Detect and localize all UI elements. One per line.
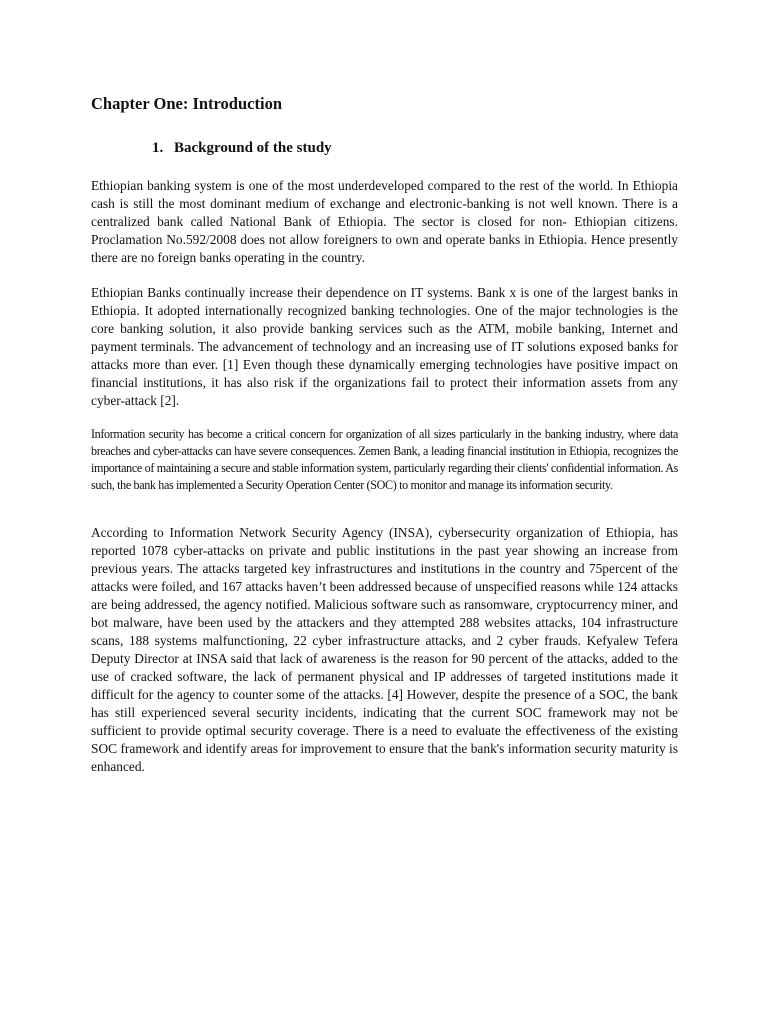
paragraph-banking-system: Ethiopian banking system is one of the most underdeveloped compared to the rest of the world. In Ethiopia cash is still the most dominant medium of exchange and electronic-banking is not well known. There is a centralized bank called National Bank of Ethiopia. The sector is closed for non- Ethiopian citizens. Proclamation No.592/2008 does not allow foreigners to own and operate banks in Ethiopia. Hence presently there are no foreign banks operating in the country. (91, 178, 678, 265)
section-title: Background of the study (174, 140, 332, 156)
chapter-title: Chapter One: Introduction (91, 94, 282, 113)
paragraph-it-dependence: Ethiopian Banks continually increase their dependence on IT systems. Bank x is one of the largest banks in Ethiopia. It adopted internationally recognized banking technologies. One of the major technologies is the core banking solution, it also provide banking services such as the ATM, mobile banking, Internet and payment terminals. The advancement of technology and an increasing use of IT solutions exposed banks for attacks more than ever. [1] Even though these dynamically emerging technologies have positive impact on financial institutions, it has also risk if the organizations fail to protect their information assets from any cyber-attack [2]. (91, 285, 678, 408)
paragraph-information-security: Information security has become a critical concern for organization of all sizes particularly in the banking industry, where data breaches and cyber-attacks can have severe consequences. Zemen Bank, a leading financial institution in Ethiopia, recognizes the importance of maintaining a secure and stable information system, particularly regarding their clients' confidential information. As such, the bank has implemented a Security Operation Center (SOC) to monitor and manage its information security. (91, 427, 678, 492)
paragraph-insa-report: According to Information Network Security Agency (INSA), cybersecurity organization of Ethiopia, has reported 1078 cyber-attacks on private and public institutions in the past year showing an increase from previous years. The attacks targeted key infrastructures and institutions in the country and 75percent of the attacks were foiled, and 167 attacks haven’t been addressed because of unspecified reasons while 124 attacks are being addressed, the agency notified. Malicious software such as ransomware, cryptocurrency miner, and bot malware, have been used by the attackers and they attempted 288 websites attacks, 104 infrastructure scans, 188 systems malfunctioning, 22 cyber infrastructure attacks, and 2 cyber frauds. Kefyalew Tefera Deputy Director at INSA said that lack of awareness is the reason for 90 percent of the attacks, added to the use of cracked software, the lack of permanent physical and IP addresses of targeted institutions made it difficult for the agency to counter some of the attacks. [4] However, despite the presence of a SOC, the bank has still experienced several security incidents, indicating that the current SOC framework may not be sufficient to provide optimal security coverage. There is a need to evaluate the effectiveness of the existing SOC framework and identify areas for improvement to ensure that the bank's information security maturity is enhanced. (91, 525, 678, 774)
section-number: 1. (152, 140, 164, 156)
section-heading (152, 140, 332, 157)
